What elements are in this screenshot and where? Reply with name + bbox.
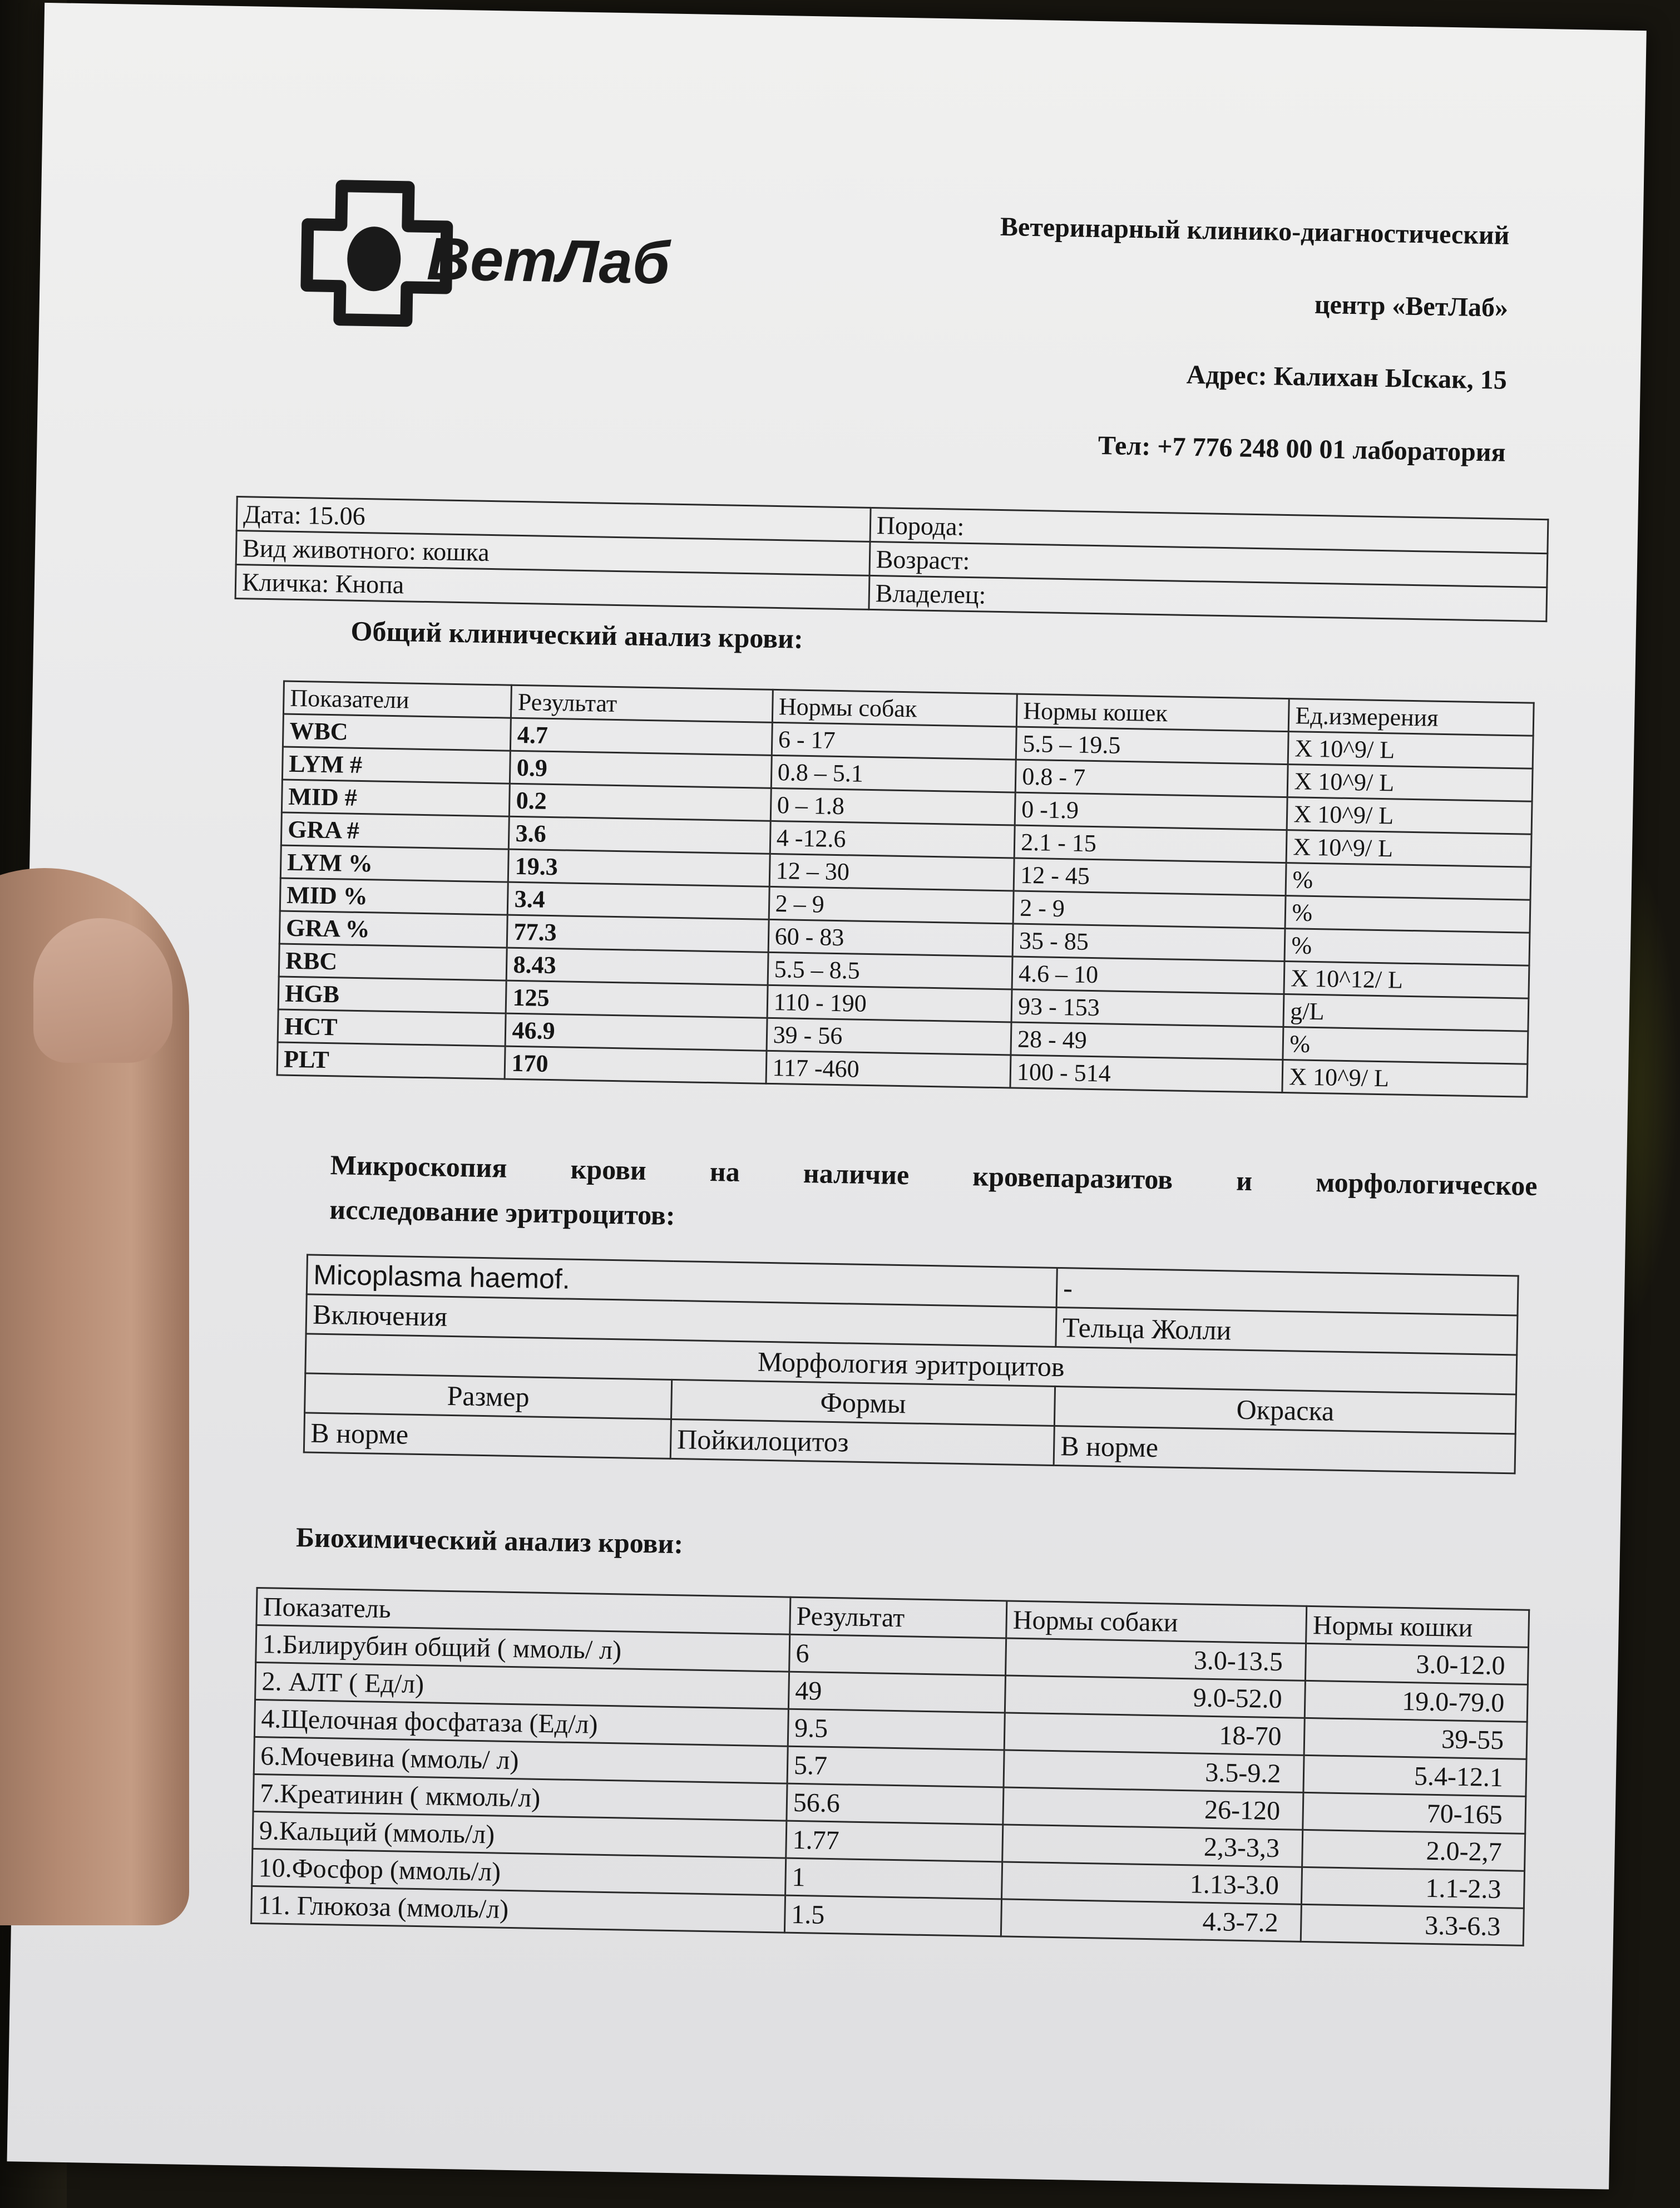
table-cell: 6 (789, 1634, 1006, 1675)
table-cell: 1 (785, 1858, 1002, 1899)
size-value: В норме (304, 1413, 671, 1458)
clinic-phone: Тел: +7 776 248 00 01 лаборатория (1098, 431, 1506, 467)
table-cell: 117 -460 (766, 1051, 1011, 1088)
patient-info-table (235, 496, 1549, 622)
bio-title: Биохимический анализ крови: (295, 1521, 684, 1560)
table-cell: 5.7 (787, 1746, 1004, 1787)
table-cell: 9.Кальций (ммоль/л) (253, 1811, 787, 1858)
table-cell: % (1286, 863, 1531, 900)
table-cell: 0 -1.9 (1015, 792, 1287, 830)
table-cell: 5.5 – 19.5 (1016, 727, 1288, 765)
table-cell: 125 (506, 980, 768, 1018)
thumbnail (33, 918, 172, 1063)
table-cell: 60 - 83 (768, 919, 1013, 957)
pet-silhouette-icon (347, 226, 401, 292)
mycoplasma-label: Micoplasma haemof. (307, 1255, 1057, 1308)
species-cell: Вид животного: кошка (236, 531, 870, 576)
table-cell: 0.8 – 5.1 (771, 755, 1016, 792)
clinic-name-line1: Ветеринарный клинико-диагностический (1000, 211, 1510, 250)
column-header: Результат (511, 685, 773, 722)
table-cell: 9.0-52.0 (1005, 1675, 1306, 1718)
bio-rows (251, 1625, 1529, 1945)
cbc-table (276, 681, 1535, 1098)
table-cell: 4.6 – 10 (1012, 957, 1284, 994)
table-cell: 11. Глюкоза (ммоль/л) (251, 1886, 785, 1933)
table-cell: 1.5 (784, 1895, 1001, 1936)
table-cell: g/L (1283, 994, 1528, 1032)
table-cell: 3.6 (509, 816, 770, 854)
column-header: Показатели (283, 681, 511, 718)
table-cell: 3.0-12.0 (1306, 1643, 1529, 1684)
column-header: Ед.измерения (1289, 699, 1534, 736)
inclusions-label: Включения (306, 1294, 1056, 1347)
table-cell: 3.3-6.3 (1301, 1904, 1524, 1945)
table-cell: 1.13-3.0 (1002, 1862, 1302, 1904)
size-header: Размер (305, 1373, 672, 1419)
logo-text: ВетЛаб (426, 224, 670, 297)
cbc-title: Общий клинический анализ крови: (350, 615, 804, 654)
table-cell: 6 - 17 (772, 722, 1016, 760)
table-cell: MID # (281, 780, 510, 816)
table-cell: 2. АЛТ ( Ед/л) (255, 1662, 789, 1709)
table-cell: GRA # (281, 812, 509, 849)
table-cell: 2 – 9 (769, 886, 1014, 924)
table-cell: 2.1 - 15 (1014, 825, 1287, 863)
table-cell: X 10^9/ L (1288, 732, 1533, 769)
table-cell: 77.3 (507, 915, 769, 952)
table-cell: % (1283, 1027, 1528, 1064)
table-cell: 1.1-2.3 (1302, 1867, 1525, 1908)
table-cell: 18-70 (1004, 1713, 1305, 1755)
table-cell: 0 – 1.8 (770, 788, 1015, 825)
shape-header: Формы (671, 1379, 1055, 1426)
table-cell: % (1284, 929, 1529, 966)
table-cell: 110 - 190 (767, 985, 1012, 1022)
table-cell: RBC (279, 944, 507, 980)
inclusions-value: Тельца Жолли (1056, 1307, 1518, 1354)
table-cell: 10.Фосфор (ммоль/л) (252, 1849, 786, 1895)
table-cell: % (1285, 896, 1530, 933)
table-cell: X 10^9/ L (1282, 1060, 1527, 1097)
table-cell: 46.9 (506, 1013, 767, 1051)
table-cell: 49 (788, 1672, 1005, 1713)
table-cell: 2 - 9 (1013, 891, 1286, 929)
table-cell: MID % (280, 878, 508, 915)
table-cell: 4.Щелочная фосфатаза (Ед/л) (254, 1699, 788, 1746)
table-cell: 3.0-13.5 (1006, 1638, 1306, 1680)
date-cell: Дата: 15.06 (236, 497, 871, 542)
table-cell: LYM # (282, 747, 510, 783)
table-cell: HCT (278, 1009, 506, 1046)
table-cell: 8.43 (507, 948, 768, 985)
morphology-header: Морфология эритроцитов (305, 1334, 1517, 1394)
table-cell: 4.7 (511, 718, 772, 755)
table-cell: 9.5 (788, 1709, 1005, 1750)
table-cell: 12 – 30 (769, 854, 1014, 891)
column-header: Нормы собак (772, 689, 1017, 727)
table-cell: 6.Мочевина (ммоль/ л) (254, 1737, 788, 1783)
vetlab-logo (300, 174, 670, 329)
column-header: Нормы кошки (1306, 1606, 1529, 1647)
table-cell: 19.0-79.0 (1305, 1680, 1528, 1722)
table-cell: X 10^9/ L (1287, 797, 1532, 835)
table-cell: 0.9 (510, 751, 772, 788)
table-cell: 100 - 514 (1010, 1055, 1283, 1093)
table-cell: 35 - 85 (1012, 924, 1285, 962)
column-header: Нормы кошек (1016, 694, 1289, 732)
table-cell: 5.5 – 8.5 (768, 952, 1012, 989)
table-cell: 4 -12.6 (770, 821, 1015, 858)
table-cell: 12 - 45 (1014, 858, 1286, 896)
table-cell: 28 - 49 (1011, 1022, 1283, 1060)
table-cell: 39-55 (1304, 1718, 1527, 1759)
shape-value: Пойкилоцитоз (670, 1419, 1054, 1465)
microscopy-table (303, 1254, 1519, 1474)
table-cell: HGB (278, 977, 506, 1013)
table-cell: 26-120 (1003, 1787, 1303, 1830)
lab-report-sheet (7, 3, 1647, 2190)
table-cell: 56.6 (787, 1783, 1004, 1825)
table-cell: 3.5-9.2 (1004, 1750, 1304, 1792)
biochemistry-table (250, 1587, 1530, 1946)
table-cell: X 10^9/ L (1288, 765, 1533, 802)
table-cell: X 10^12/ L (1284, 962, 1529, 999)
clinic-address: Адрес: Калихан Ыскак, 15 (1186, 359, 1508, 395)
cbc-rows (277, 714, 1533, 1097)
clinic-name-line2: центр «ВетЛаб» (1314, 289, 1509, 323)
pet-name-cell: Кличка: Кнопа (235, 565, 869, 610)
table-cell: 4.3-7.2 (1001, 1899, 1302, 1941)
table-cell: 170 (505, 1046, 767, 1083)
column-header: Нормы собаки (1006, 1601, 1307, 1643)
table-cell: WBC (283, 714, 511, 751)
micro-title-line2: исследование эритроцитов: (329, 1194, 676, 1231)
table-cell: 1.Билирубин общий ( ммоль/ л) (256, 1625, 790, 1672)
table-cell: 2,3-3,3 (1002, 1825, 1303, 1867)
table-cell: X 10^9/ L (1287, 830, 1531, 868)
table-cell: 1.77 (786, 1821, 1003, 1862)
mycoplasma-value: - (1056, 1268, 1518, 1315)
table-cell: 93 - 153 (1011, 989, 1284, 1027)
table-cell: GRA % (279, 911, 507, 948)
table-cell: LYM % (280, 845, 508, 882)
color-value: В норме (1054, 1426, 1515, 1473)
table-cell: 0.8 - 7 (1015, 760, 1288, 797)
table-cell: 5.4-12.1 (1303, 1755, 1526, 1796)
table-cell: 3.4 (508, 882, 769, 919)
micro-title-line1: Микроскопия крови на наличие кровепаразитов и морфологическое (330, 1149, 1538, 1202)
table-cell: PLT (277, 1042, 505, 1079)
color-header: Окраска (1054, 1386, 1516, 1433)
column-header: Результат (790, 1597, 1007, 1638)
table-cell: 2.0-2,7 (1302, 1830, 1525, 1871)
age-cell: Возраст: (869, 541, 1548, 587)
table-cell: 0.2 (510, 783, 771, 821)
breed-cell: Порода: (870, 507, 1548, 553)
column-header: Показатель (256, 1588, 790, 1634)
table-cell: 7.Креатинин ( мкмоль/л) (253, 1774, 787, 1821)
table-cell: 39 - 56 (767, 1018, 1011, 1055)
table-cell: 19.3 (508, 849, 770, 886)
table-cell: 70-165 (1303, 1792, 1526, 1834)
owner-cell: Владелец: (869, 575, 1547, 621)
